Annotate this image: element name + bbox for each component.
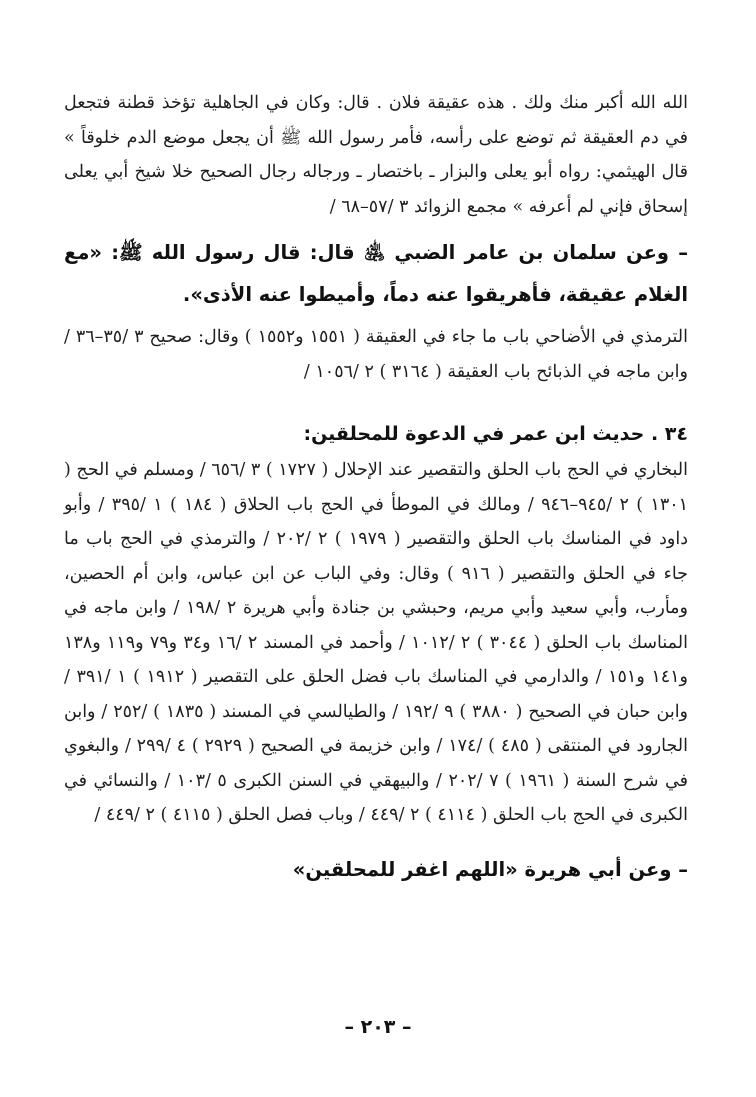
hadith-abu-hurayra: – وعن أبي هريرة «اللهم اغفر للمحلقين» — [292, 857, 688, 881]
page-body — [64, 86, 688, 895]
hadith-salman: – وعن سلمان بن عامر الضبي ﵁ قال: قال رسول الله ﷺ: «مع الغلام عقيقة، فأهريقوا عنه دماً، وأميطوا عنه الأذى». — [64, 241, 688, 306]
section-heading-34: ٣٤ . حديث ابن عمر في الدعوة للمحلقين: — [303, 423, 688, 445]
footnote-paragraph-2: الترمذي في الأضاحي باب ما جاء في العقيقة ( ١٥٥١ و١٥٥٢ ) وقال: صحيح ٣ /٣٥–٣٦ / وابن ماجه في الذبائح باب العقيقة ( ٣١٦٤ ) ٢ /١٠٥٦ / — [64, 327, 688, 382]
footnote-paragraph-3: البخاري في الحج باب الحلق والتقصير عند الإحلال ( ١٧٢٧ ) ٣ /٦٥٦ / ومسلم في الحج ( ١٣٠١ ) ٢ /٩٤٥–٩٤٦ / ومالك في الموطأ في الحج باب الحلاق ( ١٨٤ ) ١ /٣٩٥ / وأبو داود في المناسك باب الحلق والتقصير ( ١٩٧٩ ) ٢ /٢٠٢ / والترمذي في الحج باب ما جاء في الحلق والتقصير ( ٩١٦ ) وقال: وفي الباب عن ابن عباس، وابن أم الحصين، ومأرب، وأبي سعيد وأبي مريم، وحبشي بن جنادة وأبي هريرة ٢ /١٩٨ / وابن ماجه في المناسك باب الحلق ( ٣٠٤٤ ) ٢ /١٠١٢ / وأحمد في المسند ٢ /١٦ و٣٤ و٧٩ و١١٩ و١٣٨ و١٤١ و١٥١ / والدارمي في المناسك باب فضل الحلق على التقصير ( ١٩١٢ ) ١ /٣٩١ / وابن حبان في الصحيح ( ٣٨٨٠ ) ٩ /١٩٢ / والطيالسي في المسند ( ١٨٣٥ ) /٢٥٢ / وابن الجارود في المنتقى ( ٤٨٥ ) /١٧٤ / وابن خزيمة في الصحيح ( ٢٩٢٩ ) ٤ /٢٩٩ / والبغوي في شرح السنة ( ١٩٦١ ) ٧ /٢٠٢ / والبيهقي في السنن الكبرى ٥ /١٠٣ / والنسائي في الكبرى في الحج باب الحلق ( ٤١١٤ ) ٢ /٤٤٩ / وباب فصل الحلق ( ٤١١٥ ) ٢ /٤٤٩ / — [64, 460, 689, 825]
footnote-paragraph-1: الله الله أكبر منك ولك . هذه عقيقة فلان . قال: وكان في الجاهلية تؤخذ قطنة فتجعل في دم العقيقة ثم توضع على رأسه، فأمر رسول الله ﷺ أن يجعل موضع الدم خلوقاً » قال الهيثمي: رواه أبو يعلى والبزار ـ باختصار ـ ورجاله رجال الصحيح خلا شيخ أبي يعلى إسحاق فإني لم أعرفه » مجمع الزوائد ٣ /٥٧–٦٨ / — [64, 93, 688, 217]
page-number: – ٢٠٣ – — [344, 1016, 412, 1038]
